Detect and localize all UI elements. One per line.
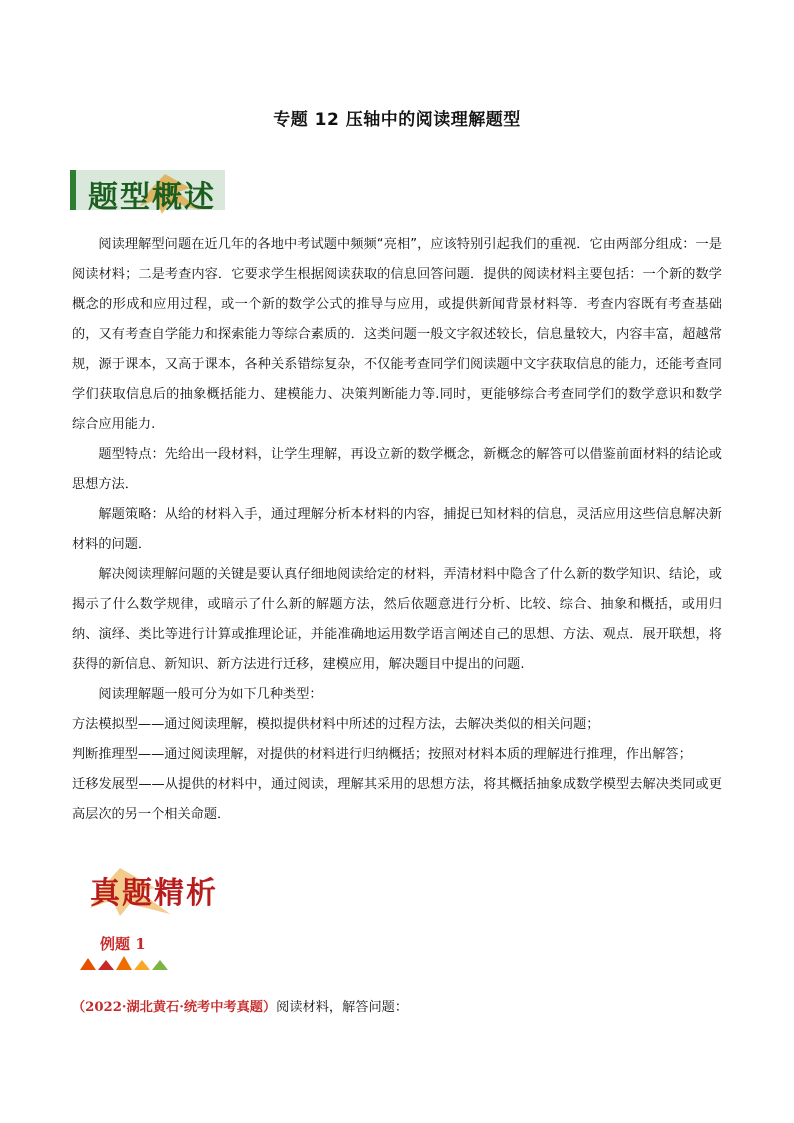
banner-overview-text: 题型概述 [88,180,216,215]
example-instruction: 阅读材料，解答问题： [276,1000,409,1015]
exam-source-tag: （2022·湖北黄石·统考中考真题） [72,1000,277,1015]
page-title: 专题 12 压轴中的阅读理解题型 [273,110,521,130]
example-label: 例题 1 [100,935,146,953]
type-item: 判断推理型——通过阅读理解，对提供的材料进行归纳概括；按照对材料本质的理解进行推理，作出解答； [72,747,692,762]
type-item: 方法模拟型——通过阅读理解，模拟提供材料中所述的过程方法，去解决类似的相关问题； [72,717,600,732]
example-source-line [72,996,408,1015]
paragraph: 阅读理解型问题在近几年的各地中考试题中频频“亮相”，应该特别引起我们的重视．它由两部分组成：一是阅读材料；二是考查内容．它要求学生根据阅读获取的信息回答问题．提供的阅读材料主要包括：一个新的数学概念的形成和应用过程，或一个新的数学公式的推导与应用，或提供新闻背景材料等．考查内容既有考查基础的，又有考查自学能力和探索能力等综合素质的．这类问题一般文字叙述较长，信息量较大，内容丰富，超越常规，源于课本，又高于课本，各种关系错综复杂，不仅能考查同学们阅读题中文字获取信息的能力，还能考查同学们获取信息后的抽象概括能力、建模能力、决策判断能力等.同时，更能够综合考查同学们的数学意识和数学综合应用能力. [72,237,722,432]
paragraph: 解决阅读理解问题的关键是要认真仔细地阅读给定的材料，弄清材料中隐含了什么新的数学知识、结论，或揭示了什么数学规律，或暗示了什么新的解题方法，然后依题意进行分析、比较、综合、抽象和概括，或用归纳、演绎、类比等进行计算或推理论证，并能准确地运用数学语言阐述自己的思想、方法、观点．展开联想，将获得的新信息、新知识、新方法进行迁移，建模应用，解决题目中提出的问题. [72,567,722,672]
type-item: 迁移发展型——从提供的材料中，通过阅读，理解其采用的思想方法，将其概括抽象成数学模型去解决类同或更高层次的另一个相关命题． [72,777,722,822]
section-banner-overview [70,166,230,216]
paragraph: 解题策略：从给的材料入手，通过理解分析本材料的内容，捕捉已知材料的信息，灵活应用这些信息解决新材料的问题． [72,507,722,552]
intro-section [72,230,722,830]
decorative-leaves-icon [78,952,170,974]
section-banner-analysis [80,858,240,918]
paragraph: 阅读理解题一般可分为如下几种类型： [98,687,323,702]
banner-analysis-text: 真题精析 [90,876,218,911]
paragraph: 题型特点：先给出一段材料，让学生理解，再设立新的数学概念，新概念的解答可以借鉴前面材料的结论或思想方法． [72,447,722,492]
